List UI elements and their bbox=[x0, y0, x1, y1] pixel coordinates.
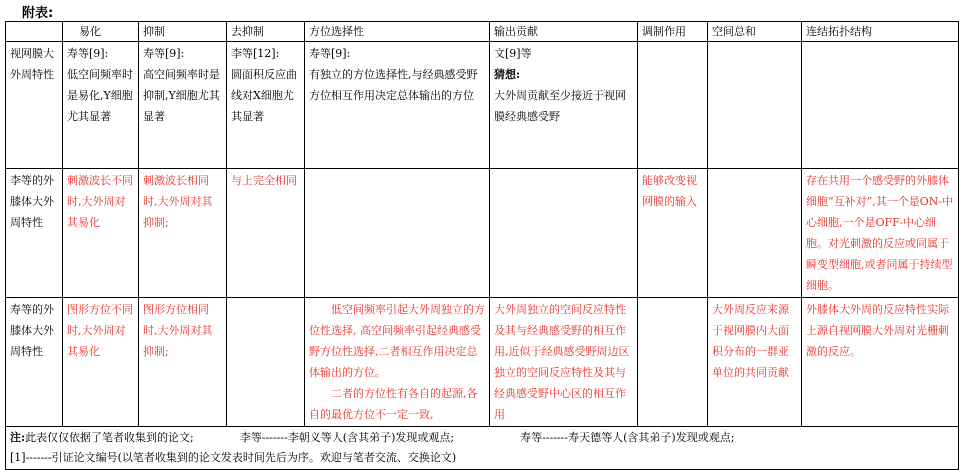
footnote-shou: 寿等-------寿天德等人(含其弟子)发现或观点; bbox=[520, 431, 735, 444]
footnote-label: 注: bbox=[10, 431, 26, 444]
cell-text: 圆面积反应曲线对X细胞尤其显著 bbox=[231, 68, 297, 123]
table-row bbox=[6, 42, 959, 169]
row-label: 视网膜大外周特性 bbox=[6, 42, 63, 169]
table-cell bbox=[708, 169, 802, 298]
table-cell: 大外周独立的空间反应特性及其与经典感受野的相互作用,近似于经典感受野周边区独立的空间反应特性及其与经典感受野中心区的相互作用 bbox=[490, 298, 638, 427]
table-cell bbox=[305, 298, 490, 427]
table-cell bbox=[139, 42, 227, 169]
table-cell: 大外周反应来源于视网膜内大面积分布的一群亚单位的共同贡献 bbox=[708, 298, 802, 427]
citation: 寿等[9]: bbox=[309, 47, 351, 60]
header-connection-topology: 连结拓扑结构 bbox=[802, 22, 959, 42]
cell-text: 有独立的方位选择性,与经典感受野方位相互作用决定总体输出的方位 bbox=[309, 68, 478, 102]
row-label: 李等的外膝体大外周特性 bbox=[6, 169, 63, 298]
cell-text: 高空间频率时是抑制,Y细胞尤其显著 bbox=[143, 68, 220, 123]
table-cell: 与上完全相同 bbox=[227, 169, 305, 298]
header-modulation: 调制作用 bbox=[638, 22, 708, 42]
header-corner bbox=[6, 22, 63, 42]
table-row bbox=[6, 169, 959, 298]
table-cell bbox=[63, 42, 139, 169]
citation: 李等[12]: bbox=[231, 47, 280, 60]
note-row bbox=[6, 427, 959, 470]
table-row bbox=[6, 298, 959, 427]
table-cell bbox=[802, 42, 959, 169]
comparison-table bbox=[5, 21, 959, 470]
table-cell bbox=[227, 42, 305, 169]
table-cell bbox=[305, 42, 490, 169]
table-cell bbox=[305, 169, 490, 298]
header-disinhibition: 去抑制 bbox=[227, 22, 305, 42]
table-cell: 图形方位不同时,大外周对其易化 bbox=[63, 298, 139, 427]
cell-text: 低空间频率引起大外周独立的方位性选择, 高空间频率引起经典感受野方位性选择,二者相互作用决定总体输出的方位。 bbox=[309, 303, 485, 379]
footnote-text: 此表仅仅依据了笔者收集到的论文; bbox=[25, 431, 194, 444]
table-cell bbox=[490, 42, 638, 169]
table-cell: 能够改变视网膜的输入 bbox=[638, 169, 708, 298]
header-inhibition: 抑制 bbox=[139, 22, 227, 42]
header-orientation-selectivity: 方位选择性 bbox=[305, 22, 490, 42]
table-cell bbox=[638, 298, 708, 427]
cell-text: 低空间频率时是易化,Y细胞尤其显著 bbox=[67, 68, 133, 123]
citation: 寿等[9]: bbox=[67, 47, 109, 60]
citation: 文[9]等 bbox=[494, 47, 532, 60]
footnote bbox=[6, 427, 959, 470]
page-title: 附表: bbox=[22, 6, 54, 21]
table-cell: 刺激波长不同时,大外周对其易化 bbox=[63, 169, 139, 298]
table-cell: 刺激波长相同时,大外周对其抑制; bbox=[139, 169, 227, 298]
header-spatial-summation: 空间总和 bbox=[708, 22, 802, 42]
table-cell: 图形方位相同时,大外周对其抑制; bbox=[139, 298, 227, 427]
footnote-line-1 bbox=[10, 428, 954, 448]
cell-text: 大外周贡献至少接近于视网膜经典感受野 bbox=[494, 89, 626, 123]
header-facilitation: 易化 bbox=[63, 22, 139, 42]
row-label: 寿等的外膝体大外周特性 bbox=[6, 298, 63, 427]
footnote-li: 李等-------李朝义等人(含其弟子)发现或观点; bbox=[239, 431, 455, 444]
header-output-contribution: 输出贡献 bbox=[490, 22, 638, 42]
cell-label: 猜想: bbox=[494, 68, 521, 81]
table-cell bbox=[227, 298, 305, 427]
cell-text: 二者的方位性有各自的起源,各自的最优方位不一定一致, bbox=[309, 387, 478, 421]
footnote-line-2: [1]-------引证论文编号(以笔者收集到的论文发表时间先后为序。欢迎与笔者交流、交换论文) bbox=[10, 451, 457, 464]
header-row bbox=[6, 22, 959, 42]
table-cell bbox=[490, 169, 638, 298]
citation: 寿等[9]: bbox=[143, 47, 185, 60]
table-cell: 存在共用一个感受野的外膝体细胞“互补对”,其一个是ON-中心细胞,一个是OFF-中心细胞。对光刺激的反应或同属于瞬变型细胞,或者同属于持续型细胞。 bbox=[802, 169, 959, 298]
table-cell: 外膝体大外周的反应特性实际上源自视网膜大外周对光栅刺激的反应。 bbox=[802, 298, 959, 427]
table-cell bbox=[708, 42, 802, 169]
table-cell bbox=[638, 42, 708, 169]
